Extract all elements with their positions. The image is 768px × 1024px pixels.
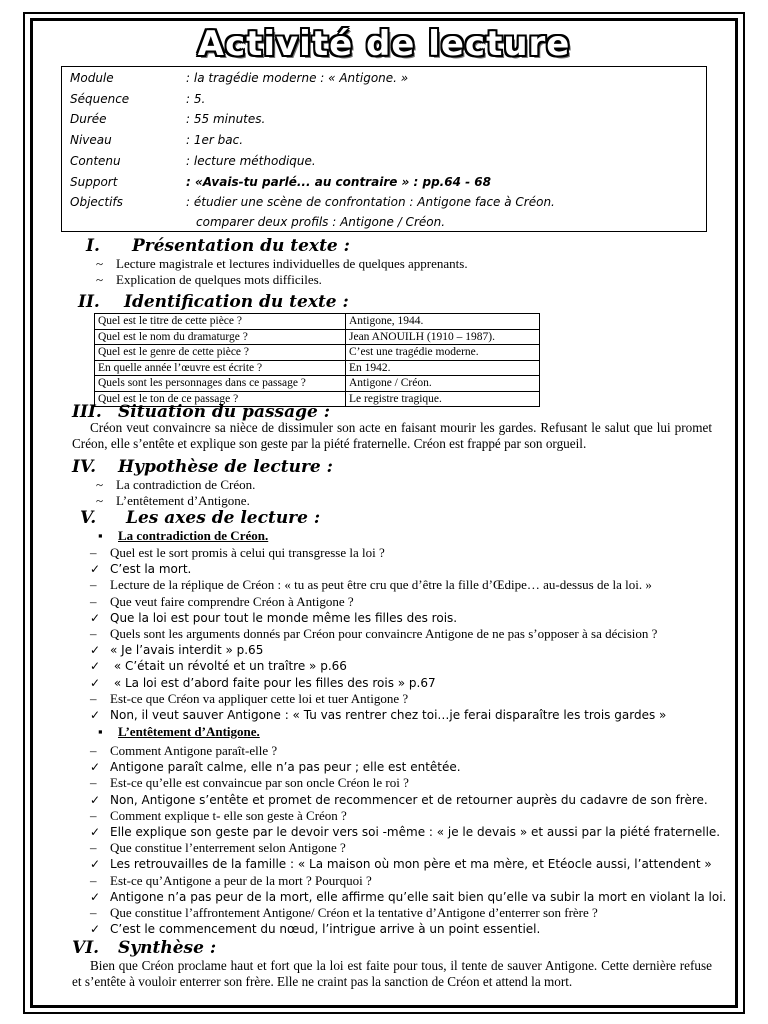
list-item [90,808,347,824]
list-item [90,743,277,759]
question-cell: En quelle année l’œuvre est écrite ? [95,360,346,376]
list-item-text: « Je l’avais interdit » p.65 [110,643,264,658]
section-heading-axes: V. Les axes de lecture : [80,508,321,528]
list-item-text: Non, Antigone s’entête et promet de recommencer et de retourner auprès du cadavre de son frère. [110,792,708,807]
answer-cell: C’est une tragédie moderne. [346,345,540,361]
list-item-text: C’est la mort. [110,562,192,577]
table-row [95,314,540,330]
dash-icon: – [90,577,97,593]
table-row [95,345,540,361]
info-row [70,91,205,107]
dash-icon: – [90,626,97,641]
list-item [90,905,598,921]
list-item-text: Quels sont les arguments donnés par Créon pour convaincre Antigone de ne pas s’opposer à sa décision ? [110,626,658,641]
dash-icon: – [90,840,97,856]
info-key: Module [70,71,114,85]
list-item-text: Comment explique t- elle son geste à Créon ? [110,807,347,823]
info-key: Objectifs [70,195,123,209]
section-heading-presentation: I. Présentation du texte : [86,236,350,256]
dash-icon: – [90,690,97,706]
list-item [90,840,346,856]
table-row [95,329,540,345]
list-item [90,889,726,905]
list-item-text: Est-ce que Créon va appliquer cette loi et tuer Antigone ? [110,690,409,706]
list-item-text: Lecture de la réplique de Créon : « tu as peut être cru que d’être la fille d’Œdipe… au-dessus de la loi. » [110,577,652,593]
info-row [70,194,555,210]
info-row [70,153,316,169]
check-icon: ✓ [90,675,101,690]
table-row [95,376,540,392]
question-cell: Quels sont les personnages dans ce passage ? [95,376,346,392]
list-item [90,775,409,791]
dash-icon: – [90,905,97,920]
list-item [90,856,712,872]
info-key: Niveau [70,133,112,147]
info-row [70,70,408,86]
check-icon: ✓ [90,659,101,674]
list-item-text: « C’était un révolté et un traître » p.66 [110,659,347,674]
page-title: Activité de lecture [197,24,571,62]
list-item: ~ Explication de quelques mots difficiles. [96,272,322,287]
list-item [90,577,652,593]
answer-cell: Antigone / Créon. [346,376,540,392]
info-row [70,132,243,148]
info-value: : la tragédie moderne : « Antigone. » [186,71,409,85]
info-value: : étudier une scène de confrontation : Antigone face à Créon. [186,195,555,209]
list-item-text: « La loi est d’abord faite pour les filles des rois » p.67 [110,675,436,690]
list-item: ~ L’entêtement d’Antigone. [96,493,250,508]
list-item-text: Que veut faire comprendre Créon à Antigone ? [110,593,354,609]
check-icon: ✓ [90,643,101,658]
list-item [90,675,436,691]
table-row [95,360,540,376]
list-item-text: C’est le commencement du nœud, l’intrigue arrive à un point essentiel. [110,922,541,937]
info-row [70,111,265,127]
info-key: Durée [70,112,107,126]
check-icon: ✓ [90,562,101,577]
dash-icon: – [90,743,97,758]
identification-table [94,313,540,407]
dash-icon: – [90,807,97,823]
answer-cell: Le registre tragique. [346,391,540,407]
list-item [90,824,720,840]
list-item-text: Non, il veut sauver Antigone : « Tu vas rentrer chez toi…je ferai disparaître les trois gardes » [110,708,667,722]
list-item-text: Elle explique son geste par le devoir vers soi -même : « je le devais » et aussi par la piété fraternelle. [110,825,721,839]
list-item-text: Est-ce qu’Antigone a peur de la mort ? Pourquoi ? [110,872,372,888]
list-item [90,707,666,723]
info-key: Séquence [70,92,130,106]
dash-icon: – [90,545,97,560]
list-item-text: Antigone paraît calme, elle n’a pas peur ; elle est entêtée. [110,760,461,775]
section-heading-synthesis: VI. Synthèse : [72,938,217,958]
answer-cell: Antigone, 1944. [346,314,540,330]
situation-paragraph: Créon veut convaincre sa nièce de dissimuler son acte en faisant mourir les gardes. Refusant le salut que lui promet Créon, elle s’entête et explique son geste par la piété fraternelle. Créon est frappé par son orgueil. [72,420,712,451]
list-item-text: Que constitue l’enterrement selon Antigone ? [110,840,346,856]
list-item: ~ La contradiction de Créon. [96,477,256,492]
list-item-text: Comment Antigone paraît-elle ? [110,743,278,758]
question-cell: Quel est le titre de cette pièce ? [95,314,346,330]
list-item: ~ Lecture magistrale et lectures individuelles de quelques apprenants. [96,256,468,271]
check-icon: ✓ [90,857,101,872]
question-cell: Quel est le genre de cette pièce ? [95,345,346,361]
info-value: comparer deux profils : Antigone / Créon. [196,215,446,229]
list-item [90,561,191,577]
list-item [90,594,354,610]
list-item-text: Antigone n’a pas peur de la mort, elle affirme qu’elle sait bien qu’elle va subir la mort en violant la loi. [110,889,727,904]
answer-cell: Jean ANOUILH (1910 – 1987). [346,329,540,345]
section-heading-identification: II. Identification du texte : [78,292,349,312]
check-icon: ✓ [90,889,101,904]
list-item [90,610,457,626]
check-icon: ✓ [90,825,101,839]
list-item [90,921,540,937]
list-item [90,545,385,561]
axis-heading: ▪ La contradiction de Créon. [98,528,269,543]
list-item [90,792,708,808]
section-heading-hypothesis: IV. Hypothèse de lecture : [72,457,333,477]
info-key: Support [70,175,118,189]
check-icon: ✓ [90,922,101,937]
list-item [90,759,461,775]
axis-heading: ▪ L’entêtement d’Antigone. [98,724,260,739]
list-item [90,691,408,707]
info-value: : lecture méthodique. [186,154,316,168]
info-value: : 5. [186,92,206,106]
question-cell: Quel est le nom du dramaturge ? [95,329,346,345]
list-item-text: Les retrouvailles de la famille : « La maison où mon père et ma mère, et Etéocle aussi, l’attendent » [110,857,712,872]
list-item [90,873,372,889]
info-value: : 1er bac. [186,133,244,147]
info-value: : «Avais-tu parlé... au contraire » : pp.64 - 68 [186,175,491,189]
list-item-text: Que constitue l’affrontement Antigone/ Créon et la tentative d’Antigone d’enterrer son frère ? [110,905,598,920]
check-icon: ✓ [90,792,101,807]
question-cell: Quel est le ton de ce passage ? [95,391,346,407]
dash-icon: – [90,593,97,609]
info-row [70,214,445,230]
info-row [70,174,491,190]
dash-icon: – [90,872,97,888]
check-icon: ✓ [90,708,101,722]
list-item [90,642,263,658]
synthesis-paragraph: Bien que Créon proclame haut et fort que la loi est faite pour tous, il tente de sauver Antigone. Cette dernière refuse et s’entête à vouloir enterrer son frère. Elle ne craint pas la sanction de Créon et attend la mort. [72,958,712,989]
list-item-text: Est-ce qu’elle est convaincue par son oncle Créon le roi ? [110,775,409,791]
list-item [90,626,657,642]
dash-icon: – [90,775,97,791]
list-item [90,658,347,674]
list-item-text: Que la loi est pour tout le monde même les filles des rois. [110,610,458,625]
answer-cell: En 1942. [346,360,540,376]
check-icon: ✓ [90,760,101,775]
list-item-text: Quel est le sort promis à celui qui transgresse la loi ? [110,545,385,560]
section-heading-situation: III. Situation du passage : [72,402,331,422]
info-key: Contenu [70,154,121,168]
info-value: : 55 minutes. [186,112,266,126]
check-icon: ✓ [90,610,101,625]
